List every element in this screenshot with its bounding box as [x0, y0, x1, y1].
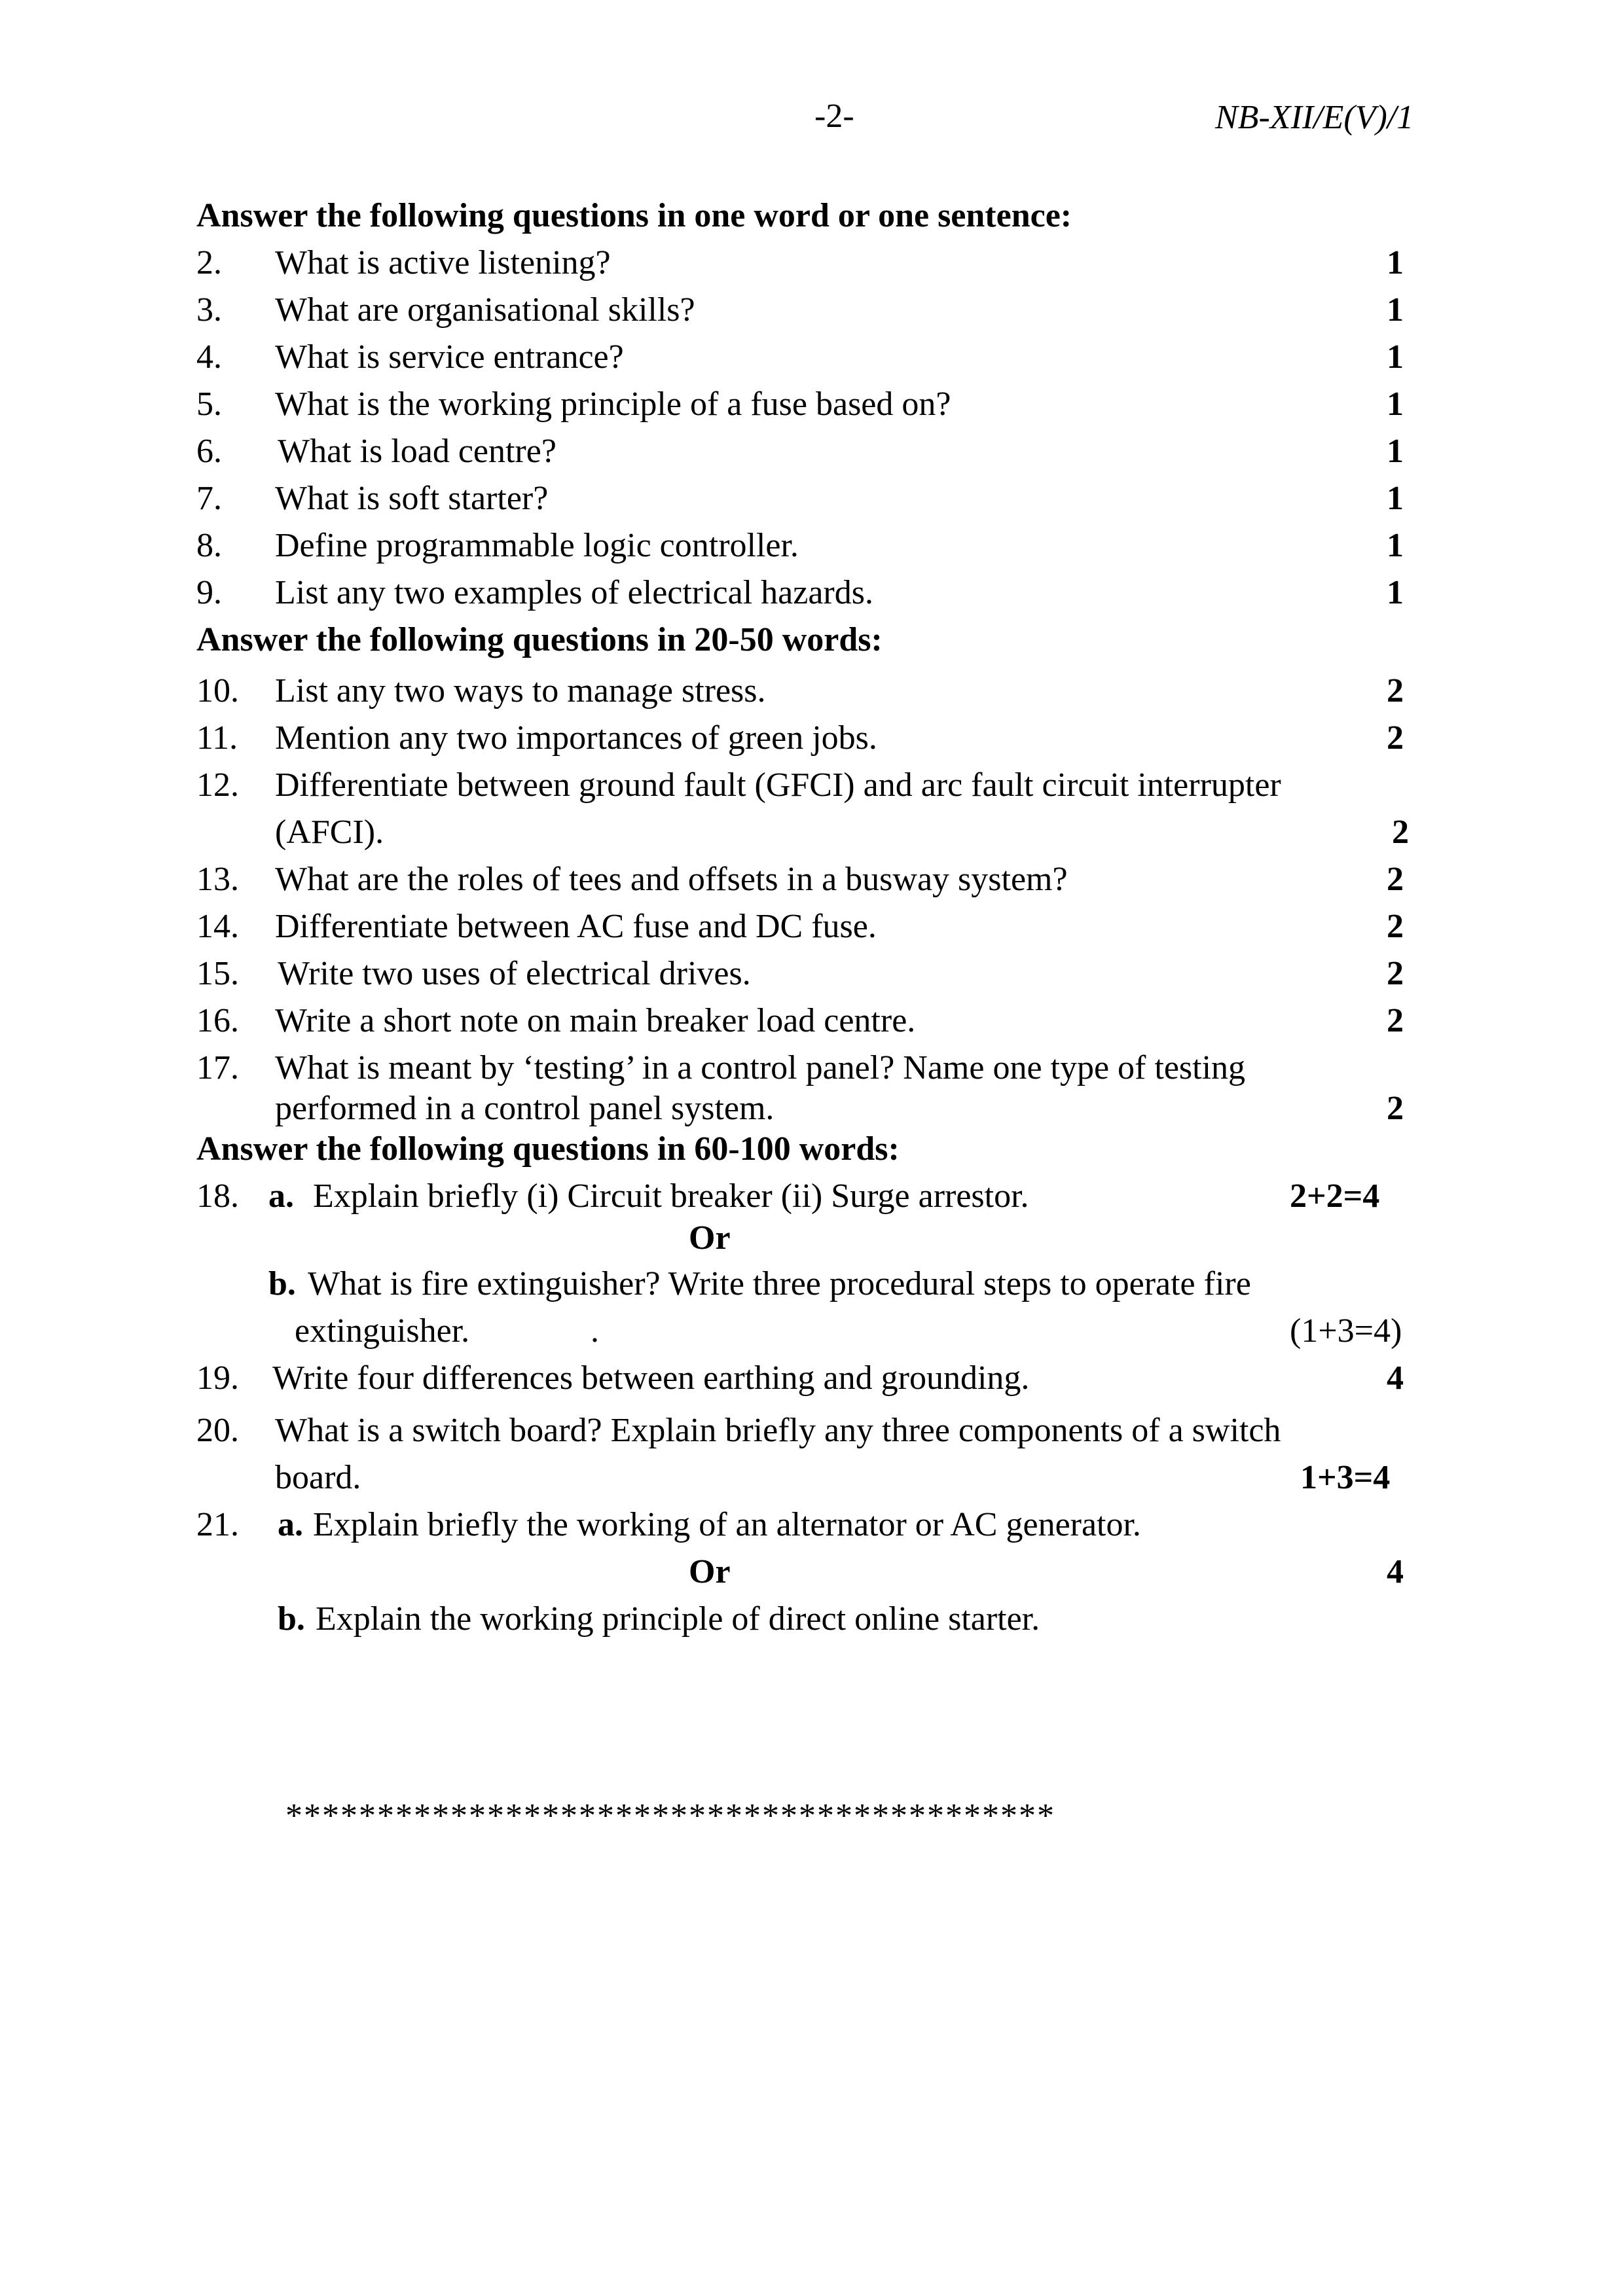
- question-marks: 2: [1387, 719, 1404, 757]
- question-marks: 2+2=4: [1290, 1177, 1380, 1215]
- question-text: What is service entrance?: [275, 338, 624, 376]
- question-number: 20.: [196, 1412, 239, 1449]
- question-number: 10.: [196, 672, 239, 709]
- question-marks: 1: [1387, 338, 1404, 376]
- question-marks: 1+3=4: [1300, 1459, 1391, 1496]
- section-heading-1: Answer the following questions in one word or one sentence:: [196, 197, 1072, 234]
- question-marks: 4: [1387, 1553, 1404, 1590]
- option-label-b: b.: [268, 1265, 296, 1302]
- question-text: What is soft starter?: [275, 480, 549, 517]
- question-text: Differentiate between ground fault (GFCI) and arc fault circuit interrupter: [275, 766, 1281, 804]
- question-number: 8.: [196, 527, 222, 564]
- section-heading-2: Answer the following questions in 20-50 words:: [196, 621, 883, 658]
- question-text: List any two examples of electrical hazards.: [275, 574, 873, 611]
- stray-dot: .: [591, 1312, 599, 1350]
- question-number: 12.: [196, 766, 239, 804]
- question-text: Differentiate between AC fuse and DC fuse.: [275, 908, 877, 945]
- question-text: What is load centre?: [278, 433, 556, 470]
- page-number: -2-: [814, 98, 854, 135]
- question-marks: 4: [1387, 1359, 1404, 1397]
- option-label-b: b.: [278, 1600, 305, 1638]
- question-number: 9.: [196, 574, 222, 611]
- question-number: 11.: [196, 719, 238, 757]
- question-marks: 2: [1387, 1002, 1404, 1039]
- end-of-paper-stars: ******************************************: [285, 1797, 1055, 1835]
- question-text-continued: (AFCI).: [275, 814, 384, 851]
- question-marks: (1+3=4): [1290, 1312, 1402, 1350]
- question-marks: 2: [1387, 672, 1404, 709]
- question-number: 16.: [196, 1002, 239, 1039]
- question-number: 13.: [196, 861, 239, 898]
- question-text: Write a short note on main breaker load centre.: [275, 1002, 916, 1039]
- question-marks: 1: [1387, 244, 1404, 281]
- question-number: 21.: [196, 1506, 239, 1543]
- option-text-b: Explain the working principle of direct online starter.: [316, 1600, 1040, 1638]
- question-number: 3.: [196, 291, 222, 329]
- question-marks: 1: [1387, 527, 1404, 564]
- question-marks: 2: [1387, 908, 1404, 945]
- question-number: 19.: [196, 1359, 239, 1397]
- question-number: 14.: [196, 908, 239, 945]
- question-text: Write two uses of electrical drives.: [278, 955, 751, 992]
- question-text: What is the working principle of a fuse based on?: [275, 386, 951, 423]
- question-marks: 1: [1387, 480, 1404, 517]
- question-text: What is a switch board? Explain briefly any three components of a switch: [275, 1412, 1281, 1449]
- question-marks: 2: [1387, 861, 1404, 898]
- option-label-a: a.: [268, 1177, 294, 1215]
- question-marks: 2: [1387, 1090, 1404, 1127]
- question-marks: 1: [1387, 386, 1404, 423]
- question-marks: 1: [1387, 433, 1404, 470]
- section-heading-3: Answer the following questions in 60-100 words:: [196, 1130, 900, 1168]
- question-number: 17.: [196, 1049, 239, 1086]
- option-text-a: Explain briefly the working of an alternator or AC generator.: [313, 1506, 1141, 1543]
- question-text: What are the roles of tees and offsets in a busway system?: [275, 861, 1068, 898]
- question-marks: 1: [1387, 574, 1404, 611]
- question-text: What are organisational skills?: [275, 291, 695, 329]
- question-marks: 2: [1387, 955, 1404, 992]
- question-text: Mention any two importances of green jobs.: [275, 719, 877, 757]
- question-number: 5.: [196, 386, 222, 423]
- question-text: What is meant by ‘testing’ in a control panel? Name one type of testing: [275, 1049, 1246, 1086]
- question-marks: 2: [1392, 814, 1409, 851]
- question-marks: 1: [1387, 291, 1404, 329]
- question-text: List any two ways to manage stress.: [275, 672, 766, 709]
- question-text-continued: board.: [275, 1459, 361, 1496]
- option-text-a: Explain briefly (i) Circuit breaker (ii) Surge arrestor.: [313, 1177, 1029, 1215]
- question-number: 7.: [196, 480, 222, 517]
- option-text-b-continued: extinguisher.: [295, 1312, 470, 1350]
- or-separator: Or: [689, 1553, 731, 1590]
- or-separator: Or: [689, 1219, 731, 1257]
- question-number: 15.: [196, 955, 239, 992]
- option-label-a: a.: [278, 1506, 303, 1543]
- option-text-b: What is fire extinguisher? Write three procedural steps to operate fire: [308, 1265, 1251, 1302]
- question-text: What is active listening?: [275, 244, 611, 281]
- question-text: Define programmable logic controller.: [275, 527, 799, 564]
- question-number: 18.: [196, 1177, 239, 1215]
- question-text-continued: performed in a control panel system.: [275, 1090, 775, 1127]
- question-number: 4.: [196, 338, 222, 376]
- question-number: 6.: [196, 433, 222, 470]
- question-text: Write four differences between earthing and grounding.: [272, 1359, 1030, 1397]
- paper-code: NB-XII/E(V)/1: [1215, 99, 1414, 136]
- question-number: 2.: [196, 244, 222, 281]
